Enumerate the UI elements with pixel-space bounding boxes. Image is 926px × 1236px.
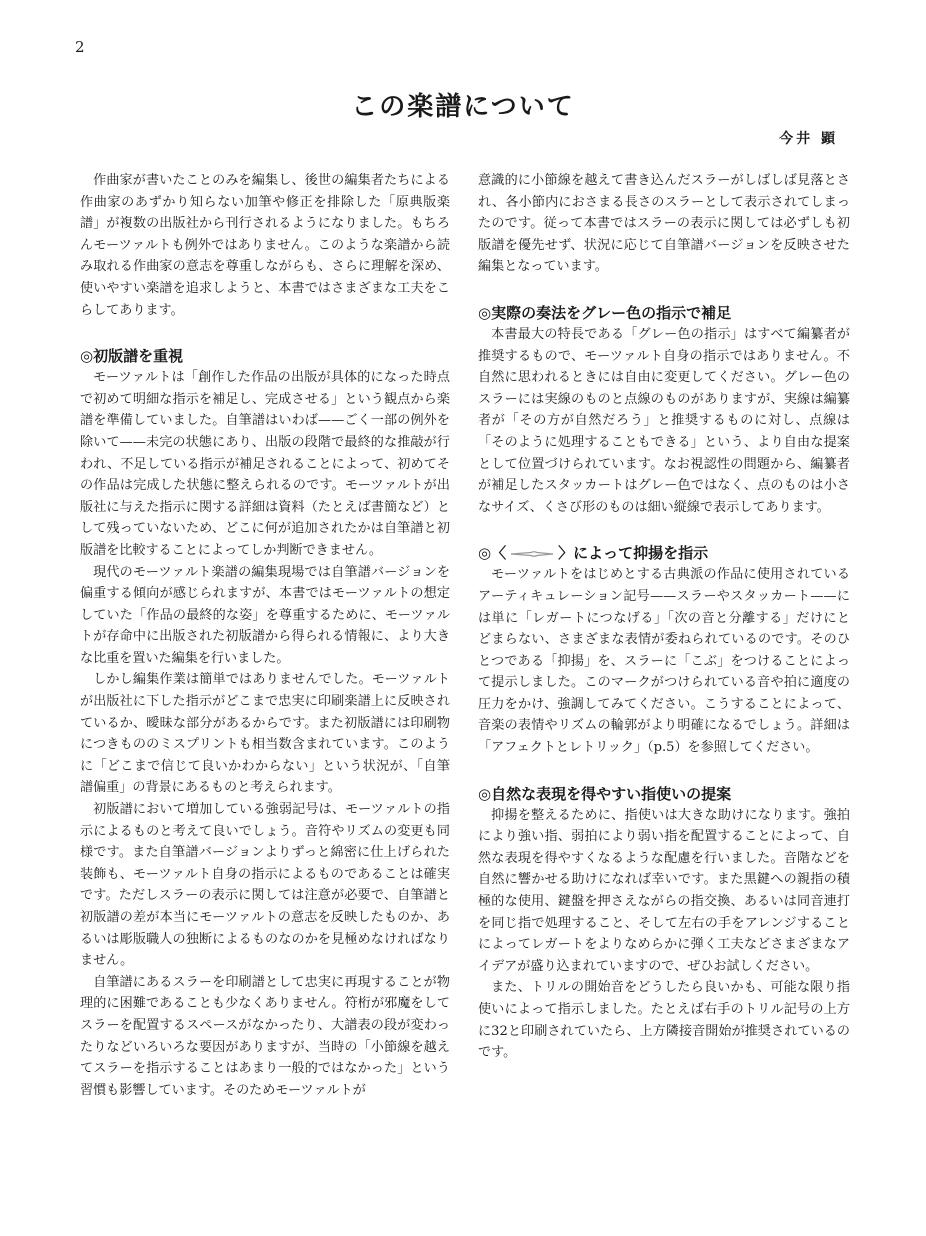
left-column	[80, 170, 450, 1101]
body-paragraph: また、トリルの開始音をどうしたら良いかも、可能な限り指使いによって指示しました。たとえば右手のトリル記号の上方に32と印刷されていたら、上方隣接音開始が推奨されているのです。	[478, 980, 850, 1061]
heading-prefix: ◎〈	[478, 544, 507, 563]
author-name: 今井 顕	[779, 131, 838, 147]
body-paragraph-continued: 意識的に小節線を越えて書き込んだスラーがしばしば見落とされ、各小節内におさまる長さのスラーとして表示されてしまったのです。従って本書ではスラーの表示に関しては必ずしも初版譜を優先せず、状況に応じて自筆譜バージョンを反映させた編集となっています。	[478, 173, 850, 275]
section-heading-gray-markings: ◎実際の奏法をグレー色の指示で補足	[478, 303, 732, 322]
heading-suffix: 〉によって抑揚を指示	[558, 544, 709, 563]
section-heading-first-edition: ◎初版譜を重視	[80, 347, 184, 366]
body-paragraph: しかし編集作業は簡単ではありませんでした。モーツァルトが出版社に下した指示がどこまで忠実に印刷楽譜上に反映されているか、曖昧な部分があるからです。また初版譜には印刷物につきもののミスプリントも相当数含まれています。このように「どこまで信じて良いかわからない」という状況が、「自筆譜偏重」の背景にあるものと考えられます。	[80, 672, 450, 796]
body-paragraph: モーツァルトは「創作した作品の出版が具体的になった時点で初めて明細な指示を補足し、完成させる」という観点から楽譜を準備していました。自筆譜はいわば——ごく一部の例外を除いて——未完の状態にあり、出版の段階で最終的な推敲が行われ、不足している指示が補足されることによって、初めてその作品は完成した状態に整えられるのです。モーツァルトが出版社に与えた指示に関する詳細は資料（たとえば書簡など）として残っていないため、どこに何が追加されたかは自筆譜と初版譜を比較することによってしか判断できません。	[80, 370, 450, 558]
section-heading-inflection	[478, 542, 850, 564]
body-paragraph: 初版譜において増加している強弱記号は、モーツァルトの指示によるものと考えて良いでしょう。音符やリズムの変更も同様です。また自筆譜バージョンよりずっと綿密に仕上げられた装飾も、モーツァルト自身の指示によるものであることは確実です。ただしスラーの表示に関しては注意が必要で、自筆譜と初版譜の差が本当にモーツァルトの意志を反映したものか、あるいは彫版職人の独断によるものなのかを見極めなければなりません。	[80, 802, 450, 969]
hairpin-slur-icon	[509, 548, 555, 560]
body-paragraph: モーツァルトをはじめとする古典派の作品に使用されているアーティキュレーション記号——スラーやスタッカート——には単に「レガートにつなげる」「次の音と分離する」だけにとどまらない、さまざまな表情が委ねられているのです。そのひとつである「抑揚」を、スラーに「こぶ」をつけることによって提示しました。このマークがつけられている音や拍に適度の圧力をかけ、強調してみてください。こうすることによって、音楽の表情やリズムの輪郭がより明確になるでしょう。詳細は「アフェクトとレトリック」（p.5）を参照してください。	[478, 567, 850, 756]
section-heading-fingering: ◎自然な表現を得やすい指使いの提案	[478, 784, 732, 803]
body-paragraph: 本書最大の特長である「グレー色の指示」はすべて編纂者が推奨するもので、モーツァルト自身の指示ではありません。不自然に思われるときには自由に変更してください。グレー色のスラーには実線のものと点線のものがありますが、実線は編纂者が「その方が自然だろう」と推奨するものに対し、点線は「そのように処理することもできる」という、より自由な提案として位置づけられています。なお視認性の問題から、編纂者が補足したスタッカートはグレー色ではなく、点のものは小さなサイズ、くさび形のものは細い縦線で表示してあります。	[478, 326, 850, 515]
page-number: 2	[75, 38, 85, 56]
body-paragraph: 抑揚を整えるために、指使いは大きな助けになります。強拍により強い指、弱拍により弱い指を配置することによって、自然な表現を得やすくなるような配慮を行いました。音階などを自然に響かせる助けになれば幸いです。また黒鍵への親指の積極的な使用、鍵盤を押さえながらの指交換、あるいは同音連打を同じ指で処理すること、そして左右の手をアレンジすることによってレガートをよりなめらかに弾く工夫などさまざまなアイデアが盛り込まれていますので、ぜひお試しください。	[478, 807, 850, 974]
intro-paragraph: 作曲家が書いたことのみを編集し、後世の編集者たちによる作曲家のあずかり知らない加筆や修正を排除した「原典版楽譜」が複数の出版社から刊行されるようになりました。もちろんモーツァルトも例外ではありません。このような楽譜から読み取れる作曲家の意志を尊重しながらも、さらに理解を深め、使いやすい楽譜を追求しようと、本書ではさまざまな工夫をこらしてあります。	[80, 173, 450, 318]
right-column	[478, 170, 850, 1064]
body-paragraph: 自筆譜にあるスラーを印刷譜として忠実に再現することが物理的に困難であることも少なくありません。符桁が邪魔をしてスラーを配置するスペースがなかったり、大譜表の段が変わったりなどいろいろな要因がありますが、当時の「小節線を越えてスラーを指示することはあまり一般的ではなかった」という習慣も影響しています。そのためモーツァルトが	[80, 974, 450, 1098]
page-title: この楽譜について	[351, 92, 575, 122]
body-paragraph: 現代のモーツァルト楽譜の編集現場では自筆譜バージョンを偏重する傾向が感じられますが、本書ではモーツァルトの想定していた「作品の最終的な姿」を尊重するために、モーツァルトが存命中に出版された初版譜から得られる情報に、より大きな比重を置いた編集を行いました。	[80, 564, 450, 666]
